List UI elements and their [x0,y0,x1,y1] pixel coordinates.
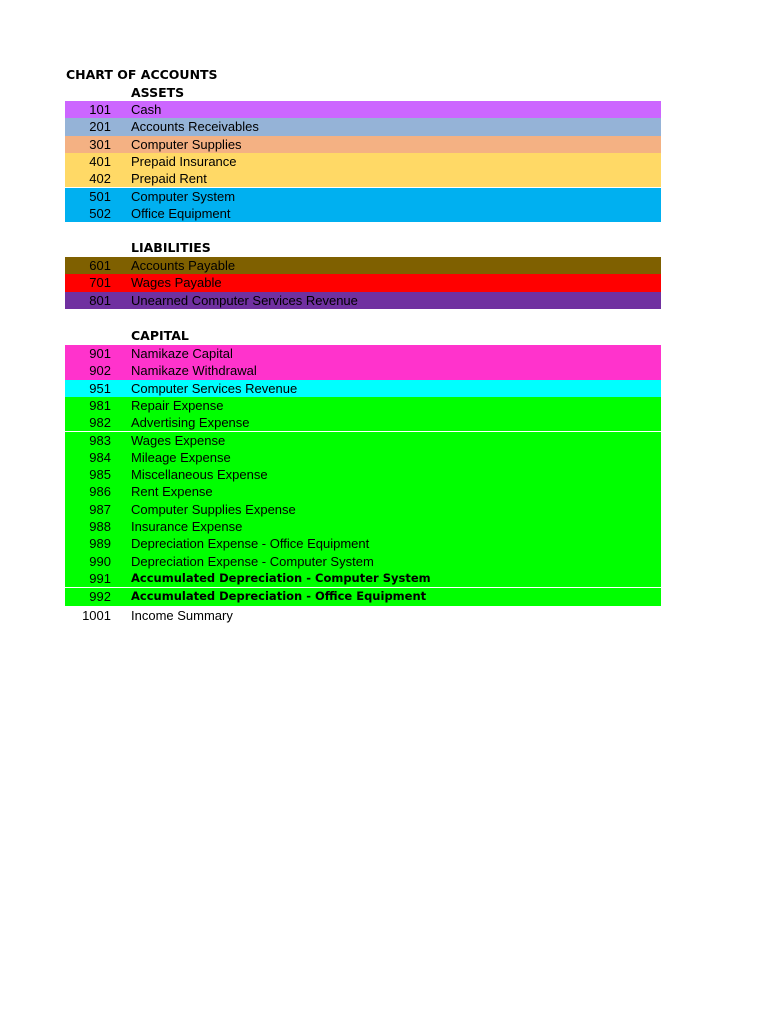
account-name: Prepaid Rent [131,171,207,187]
account-code: 401 [89,153,111,169]
account-row-502 [65,205,661,222]
account-name: Cash [131,102,162,117]
account-code: 991 [89,570,111,586]
account-name: Computer Supplies [131,136,242,152]
account-row-989 [65,535,661,552]
account-code: 983 [89,432,111,448]
account-row-401 [65,153,661,170]
account-code: 101 [89,102,111,117]
account-name: Mileage Expense [131,449,231,465]
account-code: 1001 [82,607,111,623]
account-name: Insurance Expense [131,519,243,534]
account-name: Prepaid Insurance [131,153,237,169]
account-row-982 [65,414,661,431]
account-row-601 [65,257,661,274]
account-row-991 [65,570,661,587]
account-name: Miscellaneous Expense [131,467,268,483]
section-heading-liabilities: LIABILITIES [131,240,211,255]
account-name: Computer System [131,188,236,204]
account-name: Depreciation Expense - Office Equipment [131,536,370,552]
account-row-701 [65,274,661,291]
account-name: Namikaze Capital [131,346,233,361]
account-row-981 [65,397,661,414]
account-code: 985 [89,467,111,483]
account-name: Namikaze Withdrawal [131,363,257,379]
account-row-201 [65,118,661,135]
account-name: Computer Supplies Expense [131,501,296,517]
account-row-951 [65,380,661,397]
account-code: 989 [89,536,111,552]
account-code: 601 [89,258,111,273]
account-row-984 [65,449,661,466]
account-name: Accumulated Depreciation - Computer System [131,570,431,585]
account-name: Wages Payable [131,275,222,291]
account-row-987 [65,501,661,518]
account-name: Advertising Expense [131,415,250,431]
account-code: 992 [89,588,111,604]
account-row-986 [65,483,661,500]
account-row-992 [65,588,661,606]
account-code: 981 [89,397,111,413]
account-row-501 [65,188,661,205]
account-row-983 [65,432,661,449]
section-heading-capital: CAPITAL [131,328,189,343]
account-row-1001 [65,607,661,624]
section-heading-assets: ASSETS [131,85,185,100]
account-row-985 [65,466,661,483]
account-name: Unearned Computer Services Revenue [131,292,358,308]
account-row-901 [65,345,661,362]
account-name: Income Summary [131,607,233,623]
account-name: Rent Expense [131,484,213,500]
account-code: 801 [89,292,111,308]
account-row-301 [65,136,661,153]
account-code: 701 [89,275,111,291]
account-row-902 [65,362,661,379]
account-name: Depreciation Expense - Computer System [131,553,374,569]
account-code: 986 [89,484,111,500]
chart-of-accounts-title: CHART OF ACCOUNTS [66,67,218,82]
account-code: 201 [89,119,111,135]
account-code: 901 [89,346,111,361]
account-name: Wages Expense [131,432,226,448]
account-row-990 [65,553,661,570]
account-name: Computer Services Revenue [131,380,298,396]
account-code: 988 [89,519,111,534]
account-code: 501 [89,188,111,204]
account-code: 902 [89,363,111,379]
account-row-101 [65,101,661,118]
account-code: 301 [89,136,111,152]
account-name: Accounts Payable [131,258,236,273]
account-name: Repair Expense [131,397,224,413]
account-code: 987 [89,501,111,517]
account-name: Office Equipment [131,205,231,221]
account-row-801 [65,292,661,309]
account-name: Accounts Receivables [131,119,259,135]
account-row-402 [65,170,661,187]
account-code: 982 [89,415,111,431]
account-code: 984 [89,449,111,465]
account-code: 951 [89,380,111,396]
account-name: Accumulated Depreciation - Office Equipment [131,588,427,603]
account-row-988 [65,518,661,535]
account-code: 402 [89,171,111,187]
account-code: 990 [89,553,111,569]
account-code: 502 [89,205,111,221]
